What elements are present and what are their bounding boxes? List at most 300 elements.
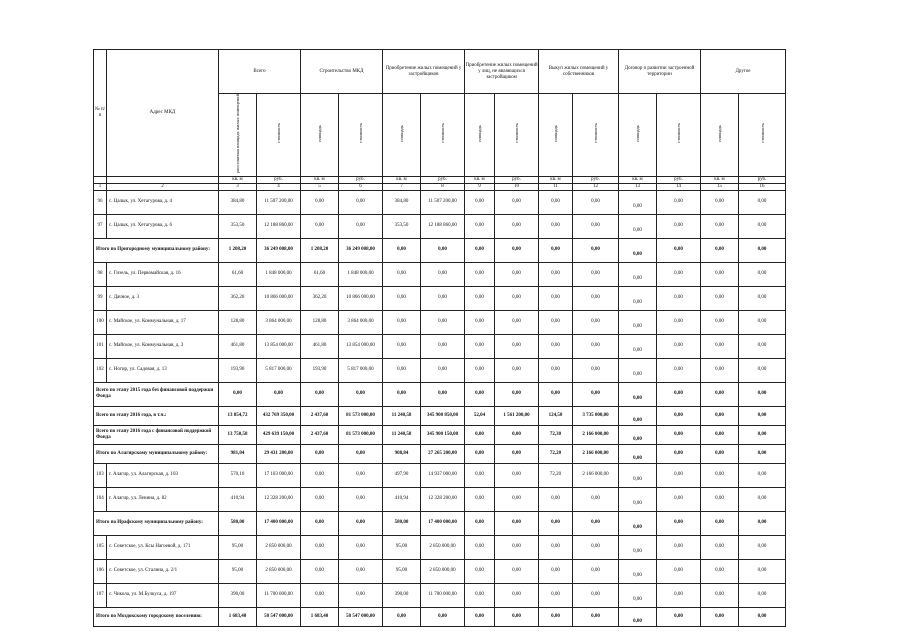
area-cell: 0,00 [701, 511, 739, 535]
cost-cell: 0,00 [739, 214, 786, 238]
address-cell: с. Гизель, ул. Первомайская, д. 16 [107, 262, 219, 286]
cost-cell: 0,00 [739, 406, 786, 425]
cost-cell: 0,00 [739, 334, 786, 358]
area-cell [619, 334, 657, 358]
cost-cell: 11 507 200,00 [421, 190, 465, 214]
area-cell: 0,00 [383, 286, 421, 310]
cost-cell: 0,00 [657, 310, 701, 334]
document-sheet [93, 49, 786, 627]
area-cell: 2 437,60 [301, 406, 339, 425]
area-cell: 0,00 [539, 262, 573, 286]
cost-cell: 429 639 150,00 [257, 425, 301, 444]
subheader-cost: стоимость [573, 94, 619, 177]
unit-area: кв. м [465, 176, 495, 183]
area-value: 0,00 [633, 372, 642, 378]
column-number: 11 [539, 183, 573, 190]
cost-cell: 0,00 [495, 286, 539, 310]
table-row [94, 262, 786, 286]
area-cell: 1 683,40 [219, 607, 257, 626]
cost-cell: 0,00 [495, 559, 539, 583]
area-cell: 390,00 [383, 583, 421, 607]
cost-cell: 81 573 000,00 [339, 425, 383, 444]
unit-area: кв. м [701, 176, 739, 183]
table-row [94, 358, 786, 382]
area-cell: 0,00 [539, 190, 573, 214]
cost-cell: 0,00 [495, 511, 539, 535]
cost-cell: 81 573 000,00 [339, 406, 383, 425]
cost-cell: 0,00 [657, 382, 701, 406]
area-cell: 0,00 [701, 425, 739, 444]
total-label: Всего по этапу 2016 года, в т.ч.: [94, 406, 219, 425]
cost-cell: 10 866 000,00 [339, 286, 383, 310]
address-cell: с. Майское, ул. Коммунальная, д. 3 [107, 334, 219, 358]
row-number: 100 [94, 310, 107, 334]
cost-cell: 0,00 [657, 334, 701, 358]
cost-cell: 0,00 [657, 607, 701, 626]
subheader-area: площадь [539, 94, 573, 177]
column-number: 1 [94, 183, 107, 190]
area-cell: 0,00 [539, 535, 573, 559]
total-label: Итого по Алагирскому муниципальному району: [94, 444, 219, 463]
cost-cell: 0,00 [657, 535, 701, 559]
area-cell: 0,00 [383, 358, 421, 382]
subheader-resettled-area [219, 94, 257, 177]
cost-cell: 0,00 [339, 511, 383, 535]
area-cell [619, 425, 657, 444]
cost-cell: 0,00 [657, 358, 701, 382]
cost-cell: 0,00 [739, 382, 786, 406]
cost-cell: 3 735 000,00 [573, 406, 619, 425]
area-cell: 0,00 [383, 334, 421, 358]
cost-cell: 0,00 [739, 358, 786, 382]
cost-cell: 0,00 [739, 535, 786, 559]
table-row [94, 487, 786, 511]
cost-cell: 0,00 [739, 559, 786, 583]
area-value: 0,00 [633, 436, 642, 442]
cost-cell: 0,00 [339, 463, 383, 487]
area-value: 0,00 [633, 477, 642, 483]
cost-cell: 0,00 [657, 511, 701, 535]
total-row [94, 425, 786, 444]
cost-cell: 0,00 [495, 262, 539, 286]
area-cell: 0,00 [383, 238, 421, 262]
subheader-area: площадь [383, 94, 421, 177]
total-row [94, 382, 786, 406]
unit-cost: руб. [573, 176, 619, 183]
subheader-cost: стоимость [739, 94, 786, 177]
area-cell: 0,00 [301, 559, 339, 583]
cost-cell: 0,00 [421, 238, 465, 262]
total-row [94, 444, 786, 463]
unit-area: кв. м [301, 176, 339, 183]
cost-cell: 0,00 [657, 583, 701, 607]
cost-cell: 13 854 000,00 [339, 334, 383, 358]
row-number: 96 [94, 190, 107, 214]
area-cell: 0,00 [539, 607, 573, 626]
area-cell: 0,00 [701, 607, 739, 626]
area-cell: 0,00 [701, 190, 739, 214]
area-cell: 0,00 [539, 511, 573, 535]
address-cell: с. Советское, ул. Ксы Нагоевой, д. 171 [107, 535, 219, 559]
cost-cell: 0,00 [495, 583, 539, 607]
cost-cell: 0,00 [573, 487, 619, 511]
cost-cell: 0,00 [421, 286, 465, 310]
area-cell: 11 240,58 [383, 425, 421, 444]
cost-cell: 0,00 [573, 238, 619, 262]
area-cell: 410,94 [219, 487, 257, 511]
cost-cell: 1 561 200,00 [495, 406, 539, 425]
address-cell: с. Чикола, ул. М.Булкуса, д. 197 [107, 583, 219, 607]
cost-cell: 0,00 [421, 382, 465, 406]
cost-cell: 0,00 [495, 535, 539, 559]
area-value: 0,00 [633, 252, 642, 258]
cost-cell: 0,00 [657, 406, 701, 425]
area-cell: 11 240,58 [383, 406, 421, 425]
cost-cell: 11 507 200,00 [257, 190, 301, 214]
area-value: 0,00 [633, 573, 642, 579]
area-cell [619, 214, 657, 238]
area-cell: 0,00 [465, 463, 495, 487]
area-cell: 0,00 [539, 286, 573, 310]
cost-cell: 0,00 [339, 583, 383, 607]
area-cell: 95,00 [219, 559, 257, 583]
area-value: 0,00 [633, 417, 642, 423]
area-cell: 124,50 [539, 406, 573, 425]
area-cell: 0,00 [539, 310, 573, 334]
cost-cell: 5 817 000,00 [339, 358, 383, 382]
cost-cell: 29 431 200,00 [257, 444, 301, 463]
area-cell: 0,00 [301, 214, 339, 238]
cost-cell: 0,00 [739, 238, 786, 262]
cost-cell: 36 249 008,00 [339, 238, 383, 262]
area-cell: 72,20 [539, 463, 573, 487]
cost-cell: 2 850 000,00 [421, 535, 465, 559]
address-cell: с. Майское, ул. Коммунальная, д. 17 [107, 310, 219, 334]
subheader-area: площадь [301, 94, 339, 177]
cost-cell: 0,00 [739, 511, 786, 535]
address-cell: с. Дачное, д. 3 [107, 286, 219, 310]
total-row [94, 511, 786, 535]
area-cell: 461,80 [301, 334, 339, 358]
row-number: 104 [94, 487, 107, 511]
subheader-cost: стоимость [495, 94, 539, 177]
table-row [94, 535, 786, 559]
row-number: 106 [94, 559, 107, 583]
cost-cell: 0,00 [573, 583, 619, 607]
cost-cell: 0,00 [573, 286, 619, 310]
area-cell: 461,80 [219, 334, 257, 358]
area-cell: 0,00 [465, 334, 495, 358]
column-number: 3 [219, 183, 257, 190]
cost-cell: 0,00 [339, 559, 383, 583]
cost-cell: 345 900 850,00 [421, 406, 465, 425]
area-cell: 981,04 [219, 444, 257, 463]
area-cell: 0,00 [465, 382, 495, 406]
area-cell: 61,60 [219, 262, 257, 286]
cost-cell: 0,00 [573, 334, 619, 358]
row-number: 105 [94, 535, 107, 559]
cost-cell: 0,00 [657, 444, 701, 463]
unit-cost: руб. [739, 176, 786, 183]
group-header-other: Другое [701, 50, 786, 94]
column-number: 12 [573, 183, 619, 190]
cost-cell: 12 328 200,00 [421, 487, 465, 511]
cost-cell: 0,00 [495, 425, 539, 444]
area-cell: 0,00 [701, 358, 739, 382]
area-cell: 0,00 [701, 463, 739, 487]
area-value: 0,00 [633, 276, 642, 282]
cost-cell: 36 249 008,00 [257, 238, 301, 262]
area-cell: 95,00 [383, 535, 421, 559]
cost-cell: 5 817 000,00 [257, 358, 301, 382]
unit-area: кв. м [383, 176, 421, 183]
cost-cell: 12 188 860,00 [421, 214, 465, 238]
cost-cell: 0,00 [421, 358, 465, 382]
area-cell: 0,00 [539, 382, 573, 406]
area-cell: 0,00 [465, 358, 495, 382]
area-cell: 0,00 [301, 444, 339, 463]
cost-cell: 0,00 [657, 463, 701, 487]
area-cell [619, 511, 657, 535]
area-cell: 0,00 [301, 583, 339, 607]
area-cell: 0,00 [701, 214, 739, 238]
unit-cost: руб. [657, 176, 701, 183]
cost-cell: 2 166 000,00 [573, 425, 619, 444]
area-cell: 0,00 [701, 444, 739, 463]
area-cell: 0,00 [701, 583, 739, 607]
cost-cell: 0,00 [739, 262, 786, 286]
unit-cell [94, 176, 107, 183]
group-header-buyout: Выкуп жилых помещений у собственников [539, 50, 619, 94]
area-cell: 0,00 [701, 286, 739, 310]
area-cell: 0,00 [465, 190, 495, 214]
area-value: 0,00 [633, 597, 642, 603]
area-cell: 0,00 [301, 190, 339, 214]
area-cell: 13 854,72 [219, 406, 257, 425]
cost-cell: 0,00 [421, 607, 465, 626]
cost-cell: 12 328 200,00 [257, 487, 301, 511]
area-value: 0,00 [633, 525, 642, 531]
group-header-other-purchase: Приобретение жилых помещений у лиц, не являющихся застройщиком [465, 50, 539, 94]
area-cell: 0,00 [701, 310, 739, 334]
subheader-resettled-area-text: расселяемая площадь жилых помещений [235, 94, 240, 173]
area-value: 0,00 [633, 396, 642, 402]
group-header-territory-development: Договор о развитии застроенной территории [619, 50, 701, 94]
total-row [94, 238, 786, 262]
cost-cell: 0,00 [739, 310, 786, 334]
cost-cell: 345 900 150,00 [421, 425, 465, 444]
area-cell: 0,00 [465, 425, 495, 444]
group-header-construction: Строительство МКД [301, 50, 383, 94]
cost-cell: 3 864 000,00 [339, 310, 383, 334]
cost-cell: 0,00 [495, 444, 539, 463]
cost-cell: 0,00 [657, 286, 701, 310]
area-cell: 0,00 [701, 406, 739, 425]
area-cell: 1 683,40 [301, 607, 339, 626]
row-number: 97 [94, 214, 107, 238]
no-header: № п/п [94, 50, 107, 177]
table-row [94, 559, 786, 583]
cost-cell: 27 265 200,00 [421, 444, 465, 463]
cost-cell: 2 166 000,00 [573, 463, 619, 487]
area-cell: 0,00 [301, 463, 339, 487]
table-row [94, 334, 786, 358]
area-cell: 570,10 [219, 463, 257, 487]
cost-cell: 50 547 000,00 [339, 607, 383, 626]
area-cell: 353,50 [219, 214, 257, 238]
area-cell: 0,00 [701, 262, 739, 286]
subheader-cost: стоимость [657, 94, 701, 177]
cost-cell: 0,00 [657, 262, 701, 286]
cost-cell: 0,00 [573, 559, 619, 583]
area-cell: 390,00 [219, 583, 257, 607]
cost-cell: 0,00 [257, 382, 301, 406]
row-number: 98 [94, 262, 107, 286]
area-cell [619, 358, 657, 382]
housing-program-table [93, 49, 786, 627]
cost-cell: 0,00 [657, 425, 701, 444]
area-cell: 580,00 [383, 511, 421, 535]
cost-cell: 0,00 [339, 444, 383, 463]
unit-cell [107, 176, 219, 183]
area-cell [619, 406, 657, 425]
area-cell: 1 208,20 [219, 238, 257, 262]
column-number: 13 [619, 183, 657, 190]
cost-cell: 0,00 [421, 310, 465, 334]
table-row [94, 310, 786, 334]
table-row [94, 190, 786, 214]
area-cell: 61,60 [301, 262, 339, 286]
cost-cell: 0,00 [495, 487, 539, 511]
cost-cell: 0,00 [495, 463, 539, 487]
total-row [94, 406, 786, 425]
total-label: Итого по Пригородному муниципальному району: [94, 238, 219, 262]
cost-cell: 50 547 000,00 [257, 607, 301, 626]
cost-cell: 0,00 [495, 382, 539, 406]
total-label: Всего по этапу 2015 года без финансовой поддержки Фонда [94, 382, 219, 406]
area-cell [619, 444, 657, 463]
area-cell: 0,00 [539, 358, 573, 382]
cost-cell: 0,00 [739, 463, 786, 487]
group-header-developer-purchase: Приобретение жилых помещений у застройщиков [383, 50, 465, 94]
area-cell [619, 286, 657, 310]
table-row [94, 214, 786, 238]
cost-cell: 0,00 [739, 487, 786, 511]
area-cell: 52,04 [465, 406, 495, 425]
column-number: 4 [257, 183, 301, 190]
cost-cell: 0,00 [495, 190, 539, 214]
total-row [94, 607, 786, 626]
column-number: 7 [383, 183, 421, 190]
area-cell: 908,84 [383, 444, 421, 463]
unit-cost: руб. [339, 176, 383, 183]
cost-cell: 0,00 [421, 334, 465, 358]
row-number: 101 [94, 334, 107, 358]
area-cell: 0,00 [301, 487, 339, 511]
table-row [94, 286, 786, 310]
cost-cell: 432 769 350,00 [257, 406, 301, 425]
cost-cell: 0,00 [421, 262, 465, 286]
cost-cell: 0,00 [495, 238, 539, 262]
area-cell: 0,00 [383, 262, 421, 286]
column-number: 14 [657, 183, 701, 190]
area-cell [619, 607, 657, 626]
cost-cell: 17 103 000,00 [257, 463, 301, 487]
subheader-area: площадь [701, 94, 739, 177]
area-cell [619, 238, 657, 262]
cost-cell: 0,00 [657, 487, 701, 511]
cost-cell: 0,00 [495, 358, 539, 382]
subheader-cost: стоимость [257, 94, 301, 177]
area-cell: 0,00 [701, 382, 739, 406]
cost-cell: 11 700 000,00 [257, 583, 301, 607]
subheader-area: площадь [619, 94, 657, 177]
table-row [94, 463, 786, 487]
area-cell: 0,00 [701, 535, 739, 559]
cost-cell: 0,00 [739, 190, 786, 214]
cost-cell: 2 850 000,00 [257, 559, 301, 583]
cost-cell: 0,00 [739, 607, 786, 626]
area-cell [619, 463, 657, 487]
cost-cell: 11 700 000,00 [421, 583, 465, 607]
area-cell: 0,00 [539, 238, 573, 262]
cost-cell: 0,00 [339, 214, 383, 238]
area-cell: 0,00 [465, 238, 495, 262]
area-cell: 1 208,20 [301, 238, 339, 262]
cost-cell: 14 937 000,00 [421, 463, 465, 487]
column-number: 16 [739, 183, 786, 190]
area-cell: 193,90 [301, 358, 339, 382]
area-cell: 193,90 [219, 358, 257, 382]
cost-cell: 17 400 000,00 [421, 511, 465, 535]
area-cell [619, 583, 657, 607]
subheader-area: площадь [465, 94, 495, 177]
area-cell: 0,00 [465, 214, 495, 238]
cost-cell: 0,00 [657, 190, 701, 214]
area-cell: 0,00 [539, 214, 573, 238]
area-cell [619, 262, 657, 286]
area-value: 0,00 [633, 455, 642, 461]
area-cell: 0,00 [383, 607, 421, 626]
area-cell: 362,20 [219, 286, 257, 310]
cost-cell: 0,00 [739, 425, 786, 444]
cost-cell: 13 854 000,00 [257, 334, 301, 358]
cost-cell: 0,00 [573, 607, 619, 626]
area-cell: 0,00 [219, 382, 257, 406]
area-cell: 353,50 [383, 214, 421, 238]
area-cell [619, 190, 657, 214]
area-cell: 384,80 [219, 190, 257, 214]
cost-cell: 0,00 [739, 286, 786, 310]
cost-cell: 2 166 000,00 [573, 444, 619, 463]
cost-cell: 0,00 [339, 382, 383, 406]
area-cell: 0,00 [539, 559, 573, 583]
area-cell: 0,00 [539, 583, 573, 607]
area-value: 0,00 [633, 348, 642, 354]
area-cell: 580,00 [219, 511, 257, 535]
area-cell: 0,00 [465, 444, 495, 463]
area-cell [619, 559, 657, 583]
row-number: 99 [94, 286, 107, 310]
cost-cell: 12 188 860,00 [257, 214, 301, 238]
area-cell [619, 382, 657, 406]
cost-cell: 0,00 [339, 535, 383, 559]
cost-cell: 0,00 [573, 382, 619, 406]
column-number: 8 [421, 183, 465, 190]
address-cell: г. Алагир, ул. Ленина, д. 82 [107, 487, 219, 511]
area-value: 0,00 [633, 549, 642, 555]
area-cell: 0,00 [465, 511, 495, 535]
